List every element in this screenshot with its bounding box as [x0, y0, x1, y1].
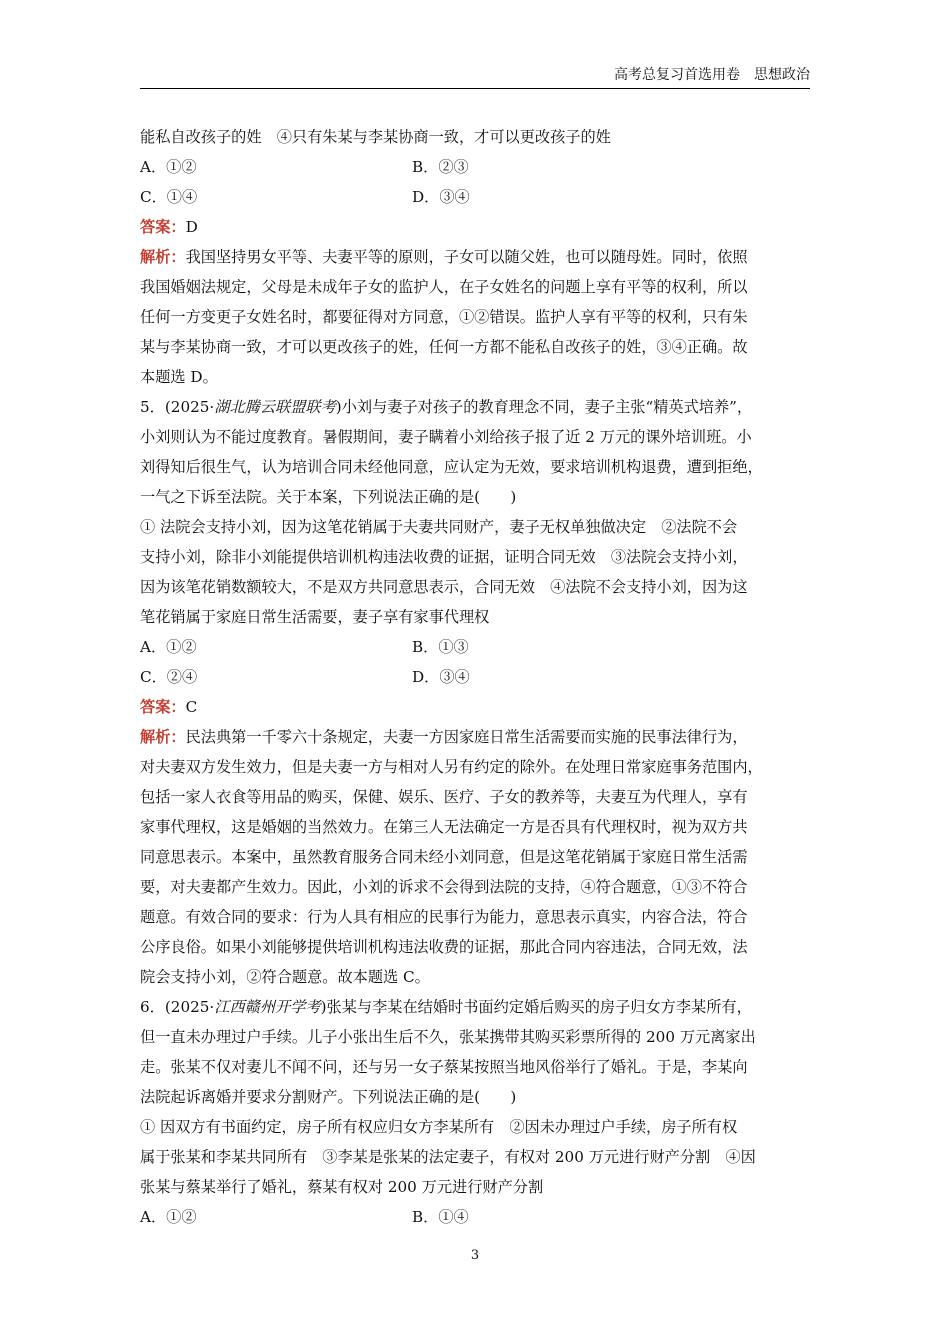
- question-text: 6．(2025·: [140, 998, 215, 1016]
- answer-line: [140, 722, 810, 752]
- text-line: 要，对夫妻都产生效力。因此，小刘的诉求不会得到法院的支持，④符合题意，①③不符合: [140, 878, 748, 896]
- answer-options: [140, 632, 810, 662]
- text-line: 小刘则认为不能过度教育。暑假期间，妻子瞒着小刘给孩子报了近 2 万元的课外培训班。小: [140, 428, 752, 446]
- text-line: 家事代理权，这是婚姻的当然效力。在第三人无法确定一方是否具有代理权时，视为双方共: [140, 818, 748, 836]
- option: C．②④: [140, 668, 198, 686]
- option: A．①②: [140, 638, 197, 656]
- text-line: ① 因双方有书面约定，房子所有权应归女方李某所有 ②因未办理过户手续，房子所有权: [140, 1118, 738, 1136]
- text-line: 属于张某和李某共同所有 ③李某是张某的法定妻子，有权对 200 万元进行财产分割 ④因: [140, 1148, 756, 1166]
- option: A．①②: [140, 158, 197, 176]
- text-line: 公序良俗。如果小刘能够提供培训机构违法收费的证据，那此合同内容违法，合同无效，法: [140, 938, 748, 956]
- option: C．①④: [140, 188, 198, 206]
- answer-text: 我国坚持男女平等、夫妻平等的原则，子女可以随父姓，也可以随母姓。同时，依照: [185, 248, 748, 266]
- text-line: 刘得知后很生气，认为培训合同未经他同意，应认定为无效，要求培训机构退费，遭到拒绝，: [140, 458, 763, 476]
- text-line: 笔花销属于家庭日常生活需要，妻子享有家事代理权: [140, 608, 490, 626]
- text-line: 张某与蔡某举行了婚礼，蔡某有权对 200 万元进行财产分割: [140, 1178, 544, 1196]
- page-header: [140, 62, 810, 89]
- option: D．③④: [412, 668, 470, 686]
- text-line: ① 法院会支持小刘，因为这笔花销属于夫妻共同财产，妻子无权单独做决定 ②法院不会: [140, 518, 738, 536]
- text-line: 能私自改孩子的姓 ④只有朱某与李某协商一致，才可以更改孩子的姓: [140, 128, 611, 146]
- header-title: 高考总复习首选用卷 思想政治: [614, 67, 810, 83]
- text-line: 院会支持小刘，②符合题意。故本题选 C。: [140, 968, 430, 986]
- question-source: 湖北腾云联盟联考: [214, 398, 336, 416]
- answer-text: D: [185, 218, 198, 236]
- answer-label: 答案：: [140, 698, 186, 716]
- option: A．①②: [140, 1208, 197, 1226]
- option: D．③④: [412, 188, 470, 206]
- answer-label: 答案：: [140, 218, 186, 236]
- answer-line: [140, 242, 810, 272]
- text-line: 但一直未办理过户手续。儿子小张出生后不久，张某携带其购买彩票所得的 200 万元离家出: [140, 1028, 756, 1046]
- answer-label: 解析：: [140, 248, 186, 266]
- question-text: 5．(2025·: [140, 398, 215, 416]
- text-line: 包括一家人衣食等用品的购买，保健、娱乐、医疗、子女的教养等，夫妻互为代理人，享有: [140, 788, 748, 806]
- answer-options: [140, 1202, 810, 1232]
- question-text: )小刘与妻子对孩子的教育理念不同，妻子主张“精英式培养”，: [335, 398, 753, 416]
- question-text: )张某与李某在结婚时书面约定婚后购买的房子归女方李某所有，: [320, 998, 752, 1016]
- question-stem: [140, 392, 810, 422]
- text-line: 本题选 D。: [140, 368, 218, 386]
- answer-options: [140, 182, 810, 212]
- answer-options: [140, 662, 810, 692]
- text-line: 任何一方变更子女姓名时，都要征得对方同意，①②错误。监护人享有平等的权利，只有朱: [140, 308, 748, 326]
- text-line: 我国婚姻法规定，父母是未成年子女的监护人，在子女姓名的问题上享有平等的权利，所以: [140, 278, 748, 296]
- option: B．①③: [412, 638, 469, 656]
- text-line: 某与李某协商一致，才可以更改孩子的姓，任何一方都不能私自改孩子的姓，③④正确。故: [140, 338, 748, 356]
- answer-options: [140, 152, 810, 182]
- answer-text: 民法典第一千零六十条规定，夫妻一方因家庭日常生活需要而实施的民事法律行为，: [185, 728, 748, 746]
- text-line: 因为该笔花销数额较大，不是双方共同意思表示，合同无效 ④法院不会支持小刘，因为这: [140, 578, 748, 596]
- text-line: 同意思表示。本案中，虽然教育服务合同未经小刘同意，但是这笔花销属于家庭日常生活需: [140, 848, 748, 866]
- page-number: 3: [470, 1248, 480, 1263]
- answer-label: 解析：: [140, 728, 186, 746]
- option: B．①④: [412, 1208, 469, 1226]
- text-line: 对夫妻双方发生效力，但是夫妻一方与相对人另有约定的除外。在处理日常家庭事务范围内，: [140, 758, 763, 776]
- text-line: 题意。有效合同的要求：行为人具有相应的民事行为能力，意思表示真实，内容合法，符合: [140, 908, 748, 926]
- option: B．②③: [412, 158, 469, 176]
- text-line: 法院起诉离婚并要求分割财产。下列说法正确的是( ): [140, 1088, 517, 1106]
- document-body: [140, 122, 810, 1232]
- text-line: 走。张某不仅对妻儿不闻不问，还与另一女子蔡某按照当地风俗举行了婚礼。于是，李某向: [140, 1058, 748, 1076]
- question-stem: [140, 992, 810, 1022]
- text-line: 支持小刘，除非小刘能提供培训机构违法收费的证据，证明合同无效 ③法院会支持小刘，: [140, 548, 748, 566]
- answer-line: [140, 212, 810, 242]
- answer-line: [140, 692, 810, 722]
- question-source: 江西赣州开学考: [214, 998, 321, 1016]
- answer-text: C: [185, 698, 198, 716]
- text-line: 一气之下诉至法院。关于本案，下列说法正确的是( ): [140, 488, 517, 506]
